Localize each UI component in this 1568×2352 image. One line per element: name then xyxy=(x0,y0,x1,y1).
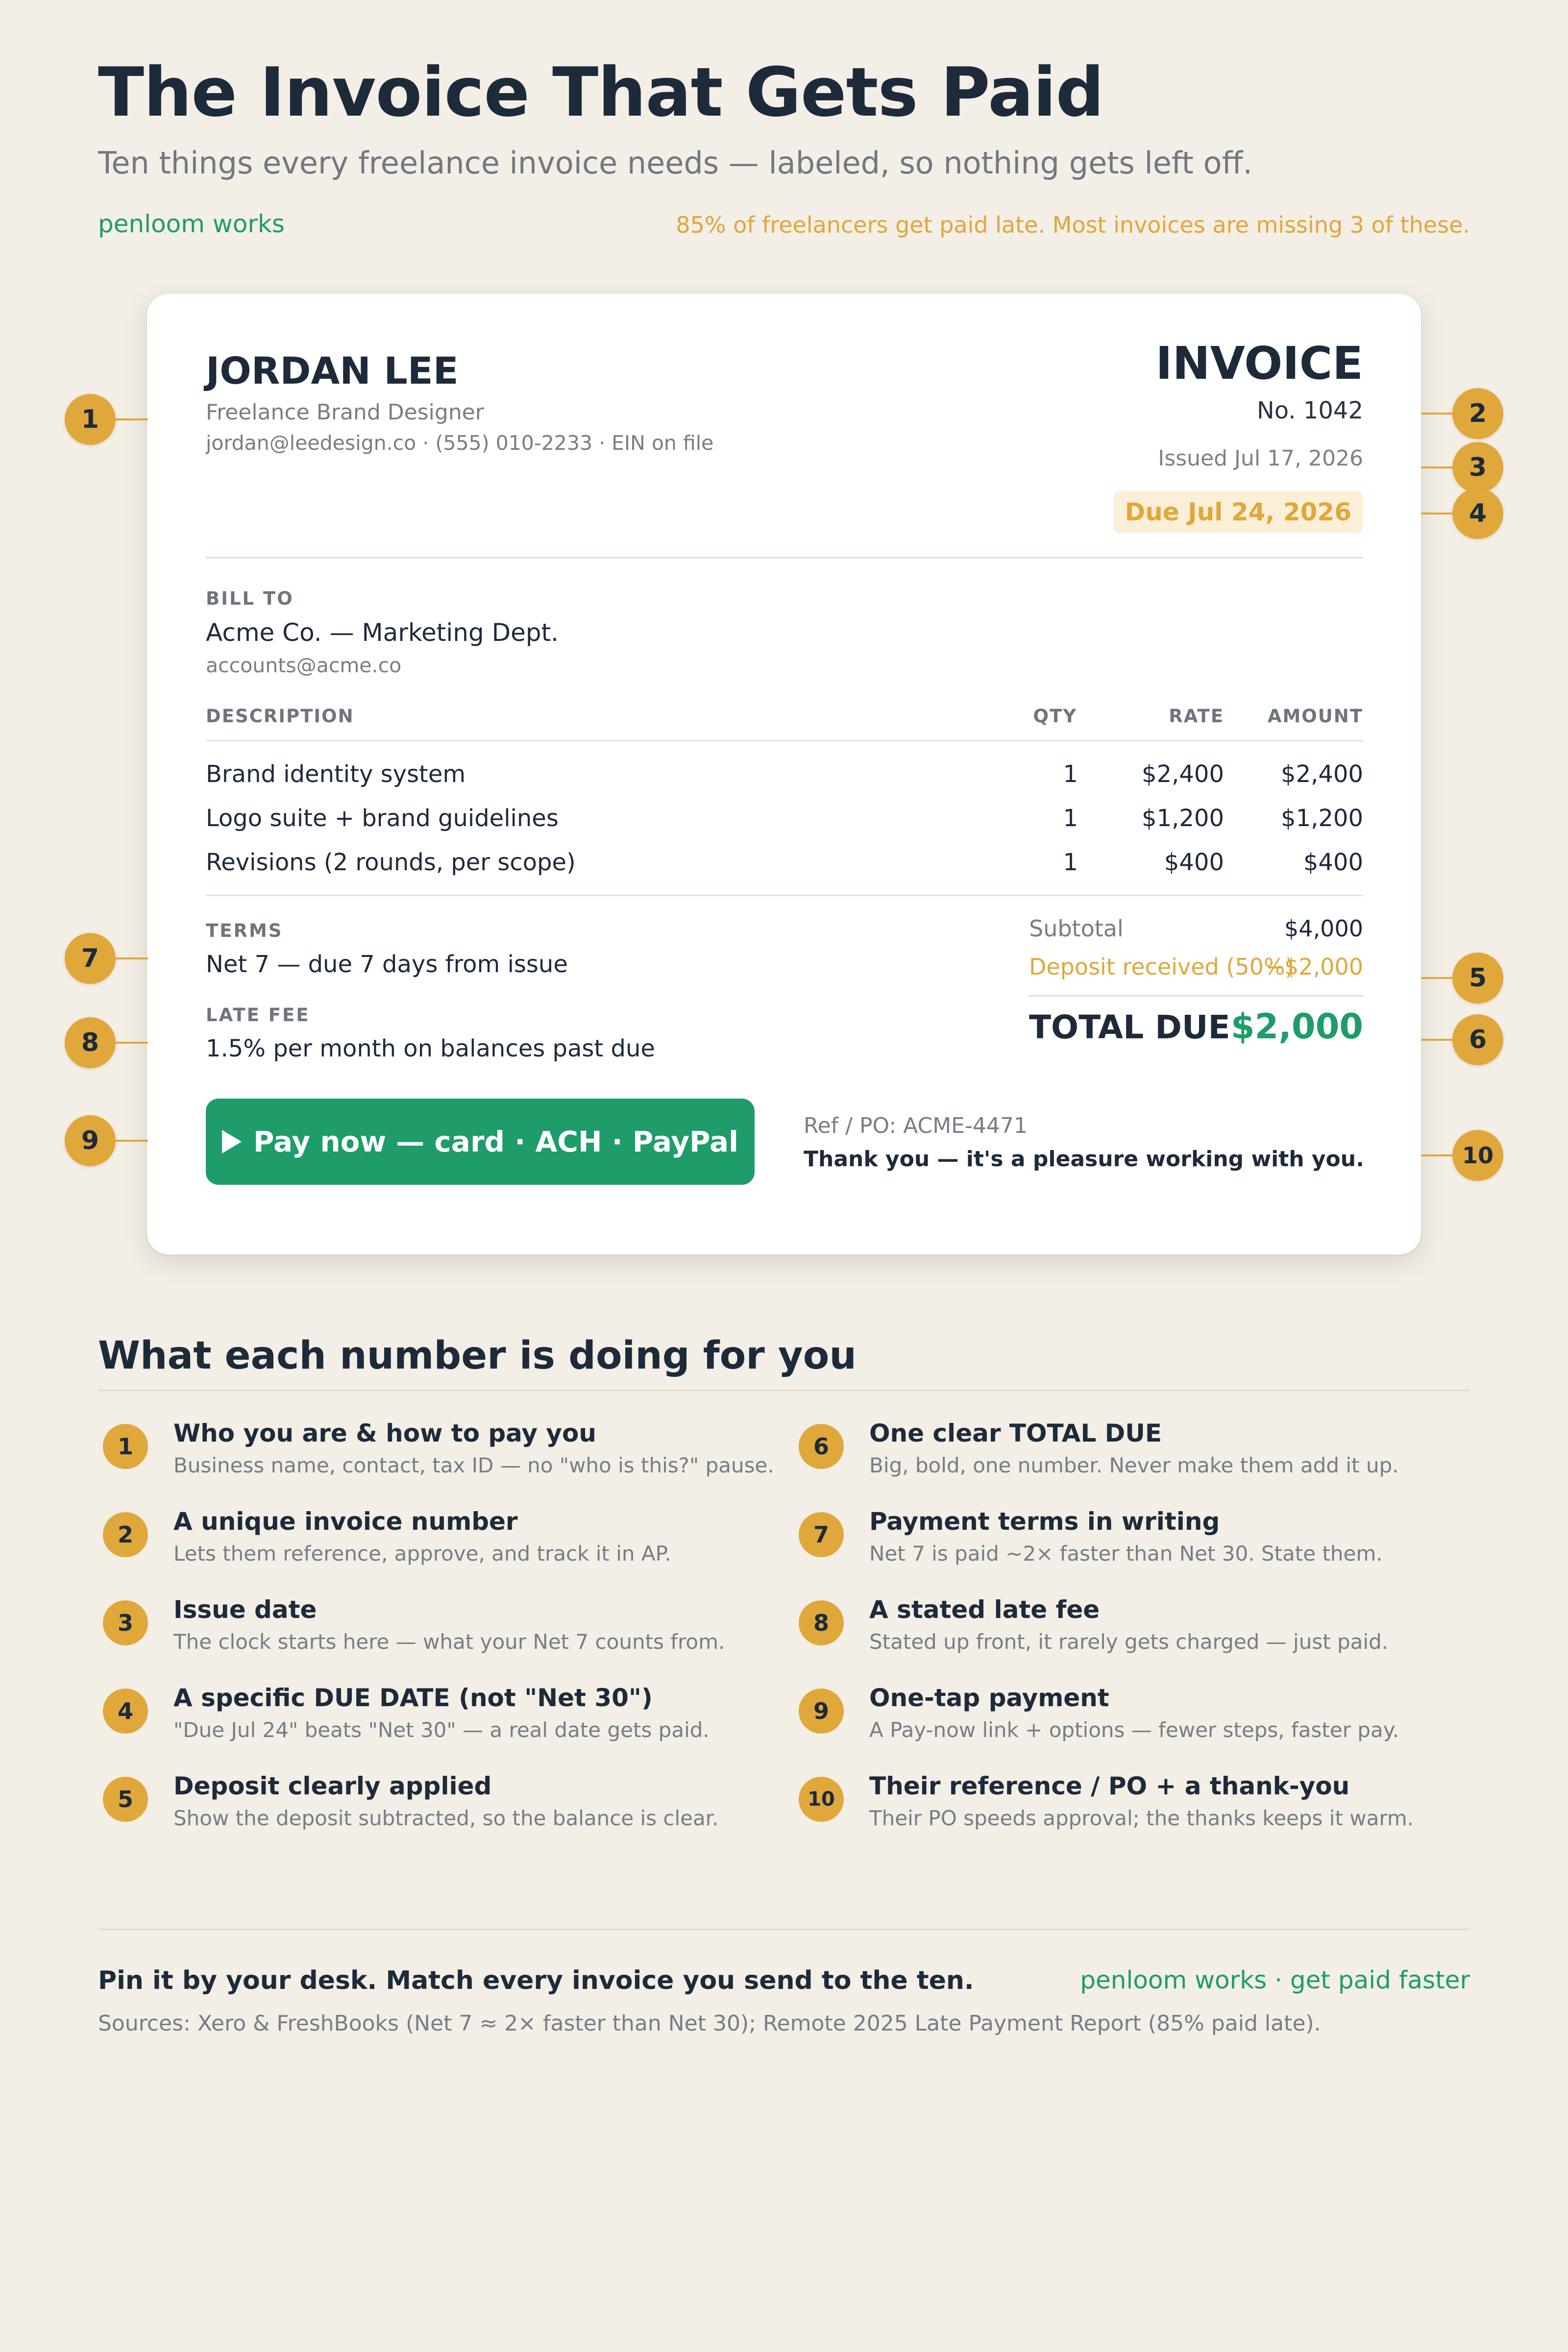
pay-now-label: Pay now — card · ACH · PayPal xyxy=(253,1125,738,1158)
callout-5: 5 xyxy=(1452,953,1503,1004)
item-description: Revisions (2 rounds, per scope) xyxy=(206,849,576,876)
column-header-rate: RATE xyxy=(1169,706,1224,727)
item-amount: $2,400 xyxy=(1281,760,1363,788)
thank-you-note: Thank you — it's a pleasure working with you. xyxy=(804,1147,1364,1172)
bill-to-label: BILL TO xyxy=(206,588,294,609)
item-amount: $400 xyxy=(1303,849,1363,876)
legend-number: 2 xyxy=(103,1512,148,1557)
legend-number: 1 xyxy=(103,1424,148,1469)
legend-heading: A specific DUE DATE (not "Net 30") xyxy=(173,1684,653,1712)
legend-number: 6 xyxy=(799,1424,844,1469)
sender-contact: jordan@leedesign.co · (555) 010-2233 · EIN on file xyxy=(206,431,714,455)
legend-number: 3 xyxy=(103,1600,148,1645)
legend-heading: A unique invoice number xyxy=(173,1507,518,1536)
total-due-value: $2,000 xyxy=(1230,1006,1363,1047)
legend-title: What each number is doing for you xyxy=(98,1334,857,1378)
callout-leader xyxy=(114,957,148,959)
callout-leader xyxy=(114,1140,148,1142)
item-qty: 1 xyxy=(1063,805,1078,832)
sender-name: JORDAN LEE xyxy=(206,349,459,392)
sender-role: Freelance Brand Designer xyxy=(206,400,484,425)
legend-number: 4 xyxy=(103,1689,148,1734)
legend-description: Show the deposit subtracted, so the balance is clear. xyxy=(173,1806,719,1830)
page-title: The Invoice That Gets Paid xyxy=(98,53,1104,132)
legend-description: Their PO speeds approval; the thanks keeps it warm. xyxy=(869,1806,1414,1830)
legend-divider xyxy=(98,1390,1470,1391)
po-reference: Ref / PO: ACME-4471 xyxy=(804,1113,1028,1138)
callout-4: 4 xyxy=(1452,488,1503,539)
footer-divider xyxy=(98,1929,1470,1930)
page-subtitle: Ten things every freelance invoice needs — labeled, so nothing gets left off. xyxy=(98,145,1253,181)
legend-description: Big, bold, one number. Never make them add it up. xyxy=(869,1453,1399,1477)
item-qty: 1 xyxy=(1063,849,1078,876)
footer-tagline: Pin it by your desk. Match every invoice you send to the ten. xyxy=(98,1966,974,1995)
late-payment-stat: 85% of freelancers get paid late. Most invoices are missing 3 of these. xyxy=(676,212,1470,238)
sources-note: Sources: Xero & FreshBooks (Net 7 ≈ 2× faster than Net 30); Remote 2025 Late Payment Report (85% paid late). xyxy=(98,2011,1321,2036)
table-footer-divider xyxy=(206,895,1363,896)
issue-date: Issued Jul 17, 2026 xyxy=(1158,446,1363,471)
legend-description: The clock starts here — what your Net 7 counts from. xyxy=(173,1630,725,1654)
table-row xyxy=(206,805,1363,839)
late-fee-label: LATE FEE xyxy=(206,1004,310,1026)
legend-description: Business name, contact, tax ID — no "who is this?" pause. xyxy=(173,1453,774,1477)
legend-number: 8 xyxy=(799,1600,844,1645)
legend-number: 10 xyxy=(799,1777,844,1822)
late-fee-value: 1.5% per month on balances past due xyxy=(206,1035,655,1062)
item-description: Brand identity system xyxy=(206,760,466,788)
item-description: Logo suite + brand guidelines xyxy=(206,805,559,832)
footer-brand: penloom works · get paid faster xyxy=(1080,1966,1470,1994)
item-qty: 1 xyxy=(1063,760,1078,788)
callout-2: 2 xyxy=(1452,388,1503,439)
legend-heading: Payment terms in writing xyxy=(869,1507,1220,1536)
legend-number: 9 xyxy=(799,1689,844,1734)
legend-heading: Deposit clearly applied xyxy=(173,1772,492,1800)
legend-heading: Issue date xyxy=(173,1595,317,1624)
callout-3: 3 xyxy=(1452,442,1503,493)
total-divider xyxy=(1029,995,1363,997)
callout-1: 1 xyxy=(65,394,116,445)
subtotal-label: Subtotal xyxy=(1029,915,1124,942)
column-header-description: DESCRIPTION xyxy=(206,706,354,727)
item-amount: $1,200 xyxy=(1281,805,1363,832)
total-due-label: TOTAL DUE xyxy=(1029,1008,1230,1046)
legend-heading: One clear TOTAL DUE xyxy=(869,1419,1162,1447)
invoice-card xyxy=(147,294,1421,1254)
legend-description: Net 7 is paid ~2× faster than Net 30. State them. xyxy=(869,1542,1383,1566)
legend-description: "Due Jul 24" beats "Net 30" — a real date gets paid. xyxy=(173,1718,710,1742)
callout-8: 8 xyxy=(65,1017,116,1068)
pay-now-button[interactable] xyxy=(206,1099,755,1185)
deposit-value: −$2,000 xyxy=(1265,954,1363,980)
legend-description: Lets them reference, approve, and track it in AP. xyxy=(173,1542,671,1566)
legend-heading: One-tap payment xyxy=(869,1684,1109,1712)
brand-name: penloom works xyxy=(98,210,285,238)
play-icon xyxy=(222,1130,242,1153)
callout-leader xyxy=(114,1042,148,1044)
subtotal-value: $4,000 xyxy=(1284,915,1363,942)
legend-heading: Their reference / PO + a thank-you xyxy=(869,1772,1350,1800)
callout-leader xyxy=(114,418,148,420)
column-header-amount: AMOUNT xyxy=(1267,706,1363,727)
legend-heading: A stated late fee xyxy=(869,1595,1100,1624)
terms-label: TERMS xyxy=(206,920,283,941)
table-row xyxy=(206,760,1363,795)
table-header-divider xyxy=(206,740,1363,741)
callout-10: 10 xyxy=(1452,1130,1503,1181)
column-header-qty: QTY xyxy=(1033,706,1077,727)
callout-9: 9 xyxy=(65,1115,116,1166)
deposit-label: Deposit received (50%) xyxy=(1029,954,1294,980)
item-rate: $2,400 xyxy=(1142,760,1224,788)
due-date-badge: Due Jul 24, 2026 xyxy=(1113,491,1363,533)
legend-number: 5 xyxy=(103,1777,148,1822)
invoice-heading: INVOICE xyxy=(1155,337,1363,390)
item-rate: $1,200 xyxy=(1142,805,1224,832)
legend-number: 7 xyxy=(799,1512,844,1557)
legend-heading: Who you are & how to pay you xyxy=(173,1419,596,1447)
terms-value: Net 7 — due 7 days from issue xyxy=(206,951,568,978)
header-divider xyxy=(206,557,1363,559)
callout-6: 6 xyxy=(1452,1014,1503,1065)
invoice-number: No. 1042 xyxy=(1256,397,1363,424)
bill-to-email: accounts@acme.co xyxy=(206,654,402,677)
table-row xyxy=(206,849,1363,883)
legend-description: A Pay-now link + options — fewer steps, faster pay. xyxy=(869,1718,1399,1742)
callout-7: 7 xyxy=(65,933,116,984)
legend-description: Stated up front, it rarely gets charged — just paid. xyxy=(869,1630,1389,1654)
bill-to-name: Acme Co. — Marketing Dept. xyxy=(206,618,559,647)
item-rate: $400 xyxy=(1164,849,1224,876)
